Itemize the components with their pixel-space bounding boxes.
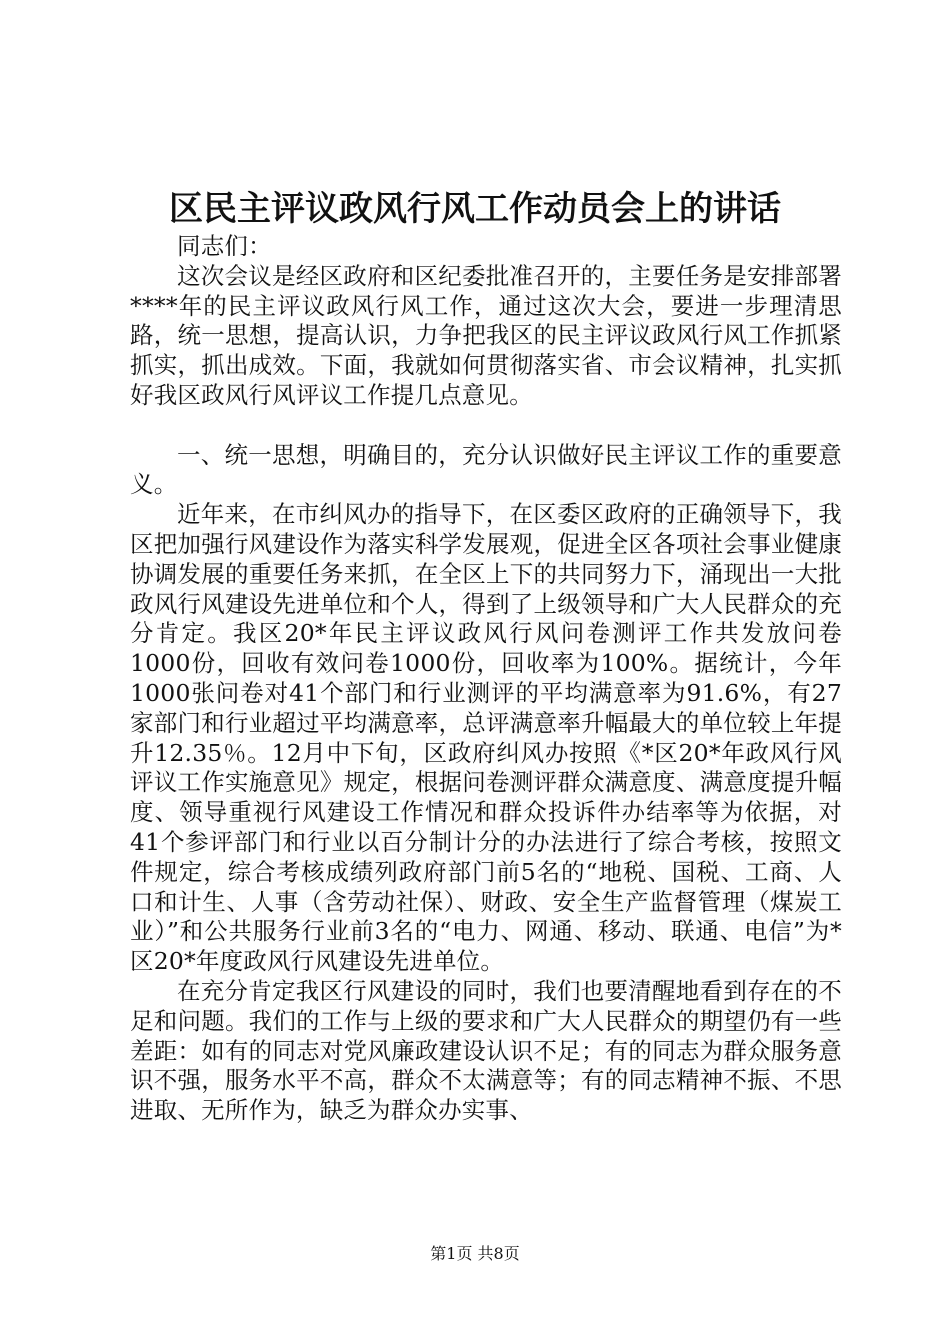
paragraph-intro: 这次会议是经区政府和区纪委批准召开的，主要任务是安排部署****年的民主评议政风行风工作，通过这次大会，要进一步理清思路，统一思想，提高认识，力争把我区的民主评议政风行风工作抓紧抓实，抓出成效。下面，我就如何贯彻落实省、市会议精神，扎实抓好我区政风行风评议工作提几点意见。 bbox=[130, 261, 842, 409]
salutation: 同志们： bbox=[177, 232, 272, 260]
paragraph-problems: 在充分肯定我区行风建设的同时，我们也要清醒地看到存在的不足和问题。我们的工作与上级的要求和广大人民群众的期望仍有一些差距：如有的同志对党风廉政建设认识不足；有的同志为群众服务意识不强，服务水平不高，群众不太满意等；有的同志精神不振、不思进取、无所作为，缺乏为群众办实事、 bbox=[130, 976, 842, 1125]
page-number-footer: 第1页 共8页 bbox=[430, 1244, 520, 1263]
paragraph-spacer bbox=[130, 411, 842, 441]
document-title: 区民主评议政风行风工作动员会上的讲话 bbox=[169, 189, 781, 229]
document-body bbox=[130, 232, 842, 1126]
section-heading-1: 一、统一思想，明确目的，充分认识做好民主评议工作的重要意义。 bbox=[130, 440, 842, 499]
paragraph-achievements: 近年来，在市纠风办的指导下，在区委区政府的正确领导下，我区把加强行风建设作为落实科学发展观，促进全区各项社会事业健康协调发展的重要任务来抓，在全区上下的共同努力下，涌现出一大批政风行风建设先进单位和个人，得到了上级领导和广大人民群众的充分肯定。我区20*年民主评议政风行风问卷测评工作共发放问卷1000份，回收有效问卷1000份，回收率为100%。据统计，今年1000张问卷对41个部门和行业测评的平均满意率为91.6%，有27家部门和行业超过平均满意率，总评满意率升幅最大的单位较上年提升12.35％。12月中下旬，区政府纠风办按照《*区20*年政风行风评议工作实施意见》规定，根据问卷测评群众满意度、满意度提升幅度、领导重视行风建设工作情况和群众投诉件办结率等为依据，对41个参评部门和行业以百分制计分的办法进行了综合考核，按照文件规定，综合考核成绩列政府部门前5名的“地税、国税、工商、人口和计生、人事（含劳动社保）、财政、安全生产监督管理（煤炭工业）”和公共服务行业前3名的“电力、网通、移动、联通、电信”为*区20*年度政风行风建设先进单位。 bbox=[130, 500, 842, 976]
